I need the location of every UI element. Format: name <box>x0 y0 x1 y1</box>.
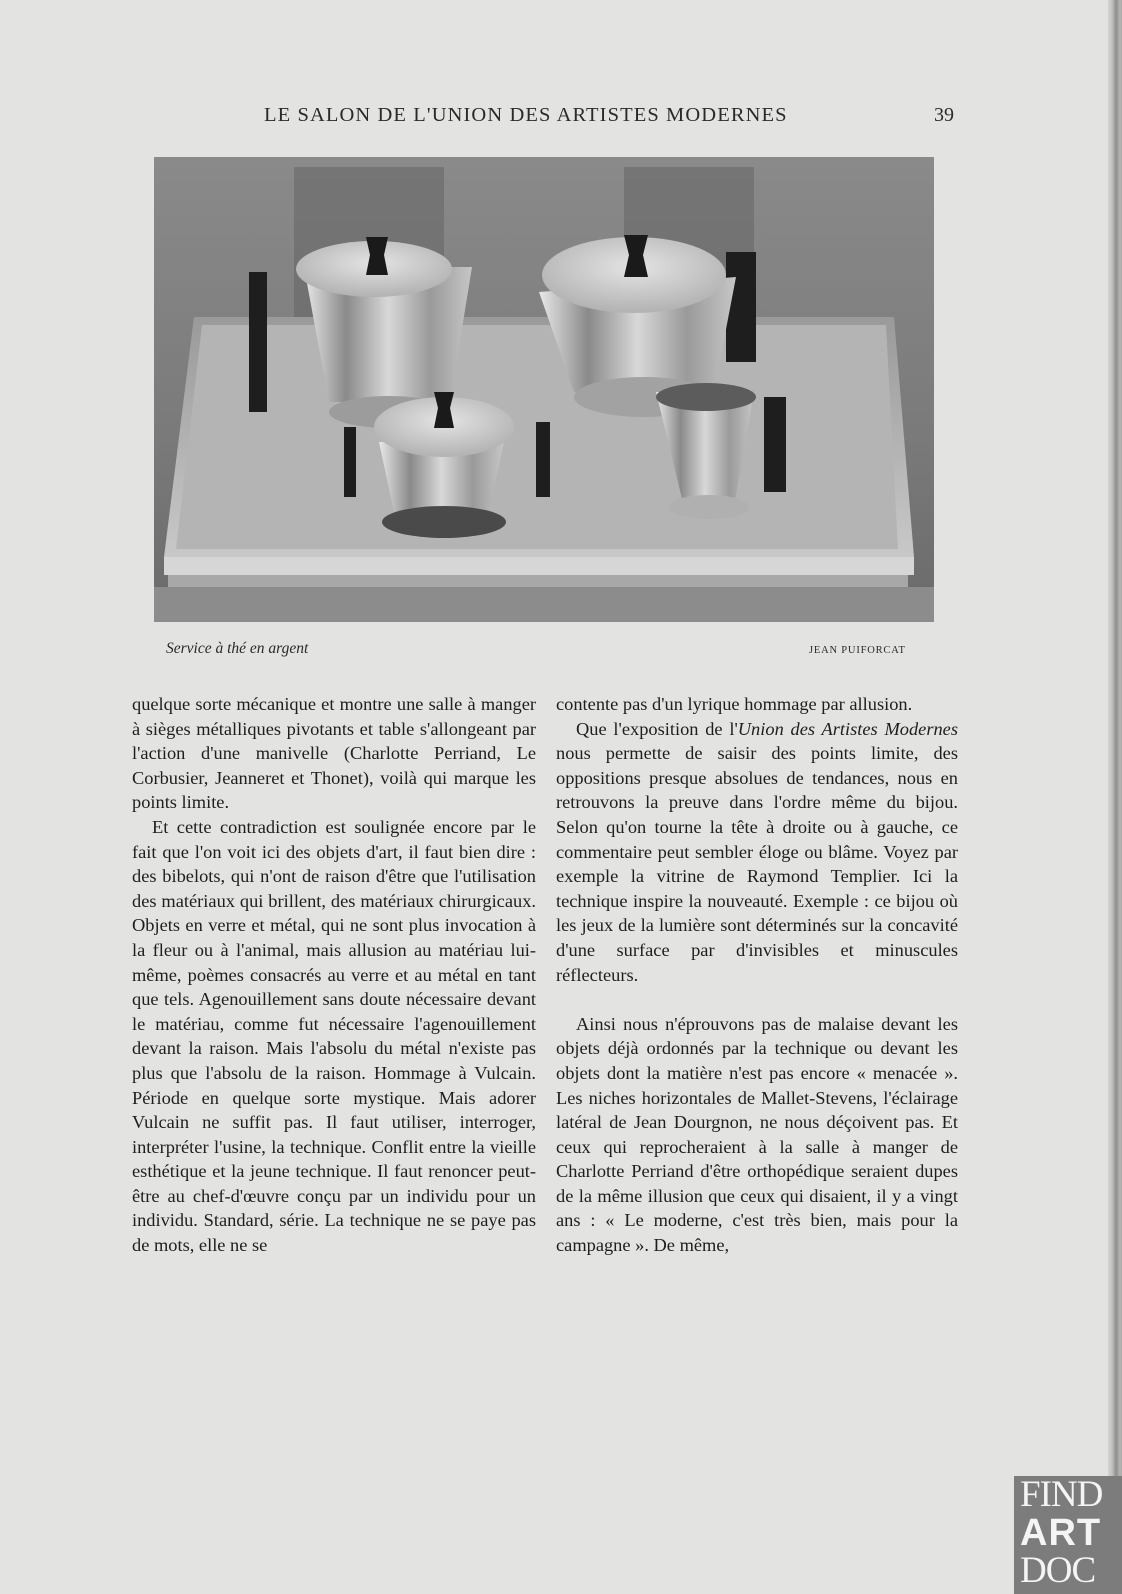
figure-credit: JEAN PUIFORCAT <box>809 645 906 656</box>
page-number: 39 <box>934 104 954 126</box>
paragraph: contente pas d'un lyrique hommage par allusion. <box>556 694 913 714</box>
text-column-right <box>556 692 958 1258</box>
running-title: LE SALON DE L'UNION DES ARTISTES MODERNES <box>264 104 788 126</box>
text-run: Que l'exposition de l' <box>576 718 738 739</box>
italic-title: Union des Artistes Modernes <box>737 718 958 739</box>
figure-photograph <box>154 157 934 622</box>
watermark-line: DOC <box>1020 1550 1096 1591</box>
page-edge-shadow <box>1108 0 1122 1594</box>
text-run: nous permette de saisir des points limite, des oppositions presque absolues de tendances, nous en retrouvons la preuve dans l'ordre même du bijou. Selon qu'on tourne la tête à droite ou à gauche, ce commentaire peut sembler éloge ou blâme. Voyez par exemple la vitrine de Raymond Templier. Ici la technique inspire la nouveauté. Exemple : ce bijou où les jeux de la lumière sont déterminés sur la concavité d'une surface par d'invisibles et minuscules réflecteurs. <box>556 743 958 985</box>
watermark-line: ART <box>1020 1512 1102 1554</box>
tea-service-photo <box>154 157 934 622</box>
watermark-line: FIND <box>1020 1476 1103 1515</box>
paragraph <box>556 717 958 988</box>
text-column-left <box>132 692 536 1258</box>
figure-caption: Service à thé en argent <box>166 640 309 657</box>
paragraph: quelque sorte mécanique et montre une salle à manger à sièges métalliques pivotants et table s'allongeant par l'action d'une manivelle (Charlotte Perriand, Le Corbusier, Jeanneret et Thonet), voilà qui marque les points limite. <box>132 694 536 813</box>
paragraph: Ainsi nous n'éprouvons pas de malaise devant les objets déjà ordonnés par la technique ou devant les objets dont la matière n'est pas encore « menacée ». Les niches horizontales de Mallet-Stevens, l'éclairage latéral de Jean Dourgnon, ne nous déçoivent pas. Et ceux qui reprocheraient à la salle à manger de Charlotte Perriand d'être orthopédique seraient dupes de la même illusion que ceux qui disaient, il y a vingt ans : « Le moderne, c'est très bien, mais pour la campagne ». De même, <box>556 1013 958 1256</box>
findartdoc-watermark-logo <box>1014 1476 1122 1594</box>
paragraph-gap <box>556 987 958 1012</box>
paragraph: Et cette contradiction est soulignée encore par le fait que l'on voit ici des objets d'art, il faut bien dire : des bibelots, qui n'ont de raison d'être que l'utilisation des matériaux qui brillent, des matériaux chirurgicaux. Objets en verre et métal, qui ne sont plus invocation à la fleur ou à l'animal, mais allusion au matériau lui-même, poèmes consacrés au verre et au métal en tant que tels. Agenouillement sans doute nécessaire devant le matériau, comme fut nécessaire l'agenouillement devant la raison. Mais l'absolu du métal n'existe pas plus que l'absolu de la raison. Hommage à Vulcain. Période en quelque sorte mystique. Mais adorer Vulcain ne suffit pas. Il faut utiliser, interroger, interpréter l'usine, la technique. Conflit entre la vieille esthétique et la jeune technique. Il faut renoncer peut-être au chef-d'œuvre conçu par un individu pour un individu. Standard, série. La technique ne se paye pas de mots, elle ne se <box>132 816 536 1256</box>
